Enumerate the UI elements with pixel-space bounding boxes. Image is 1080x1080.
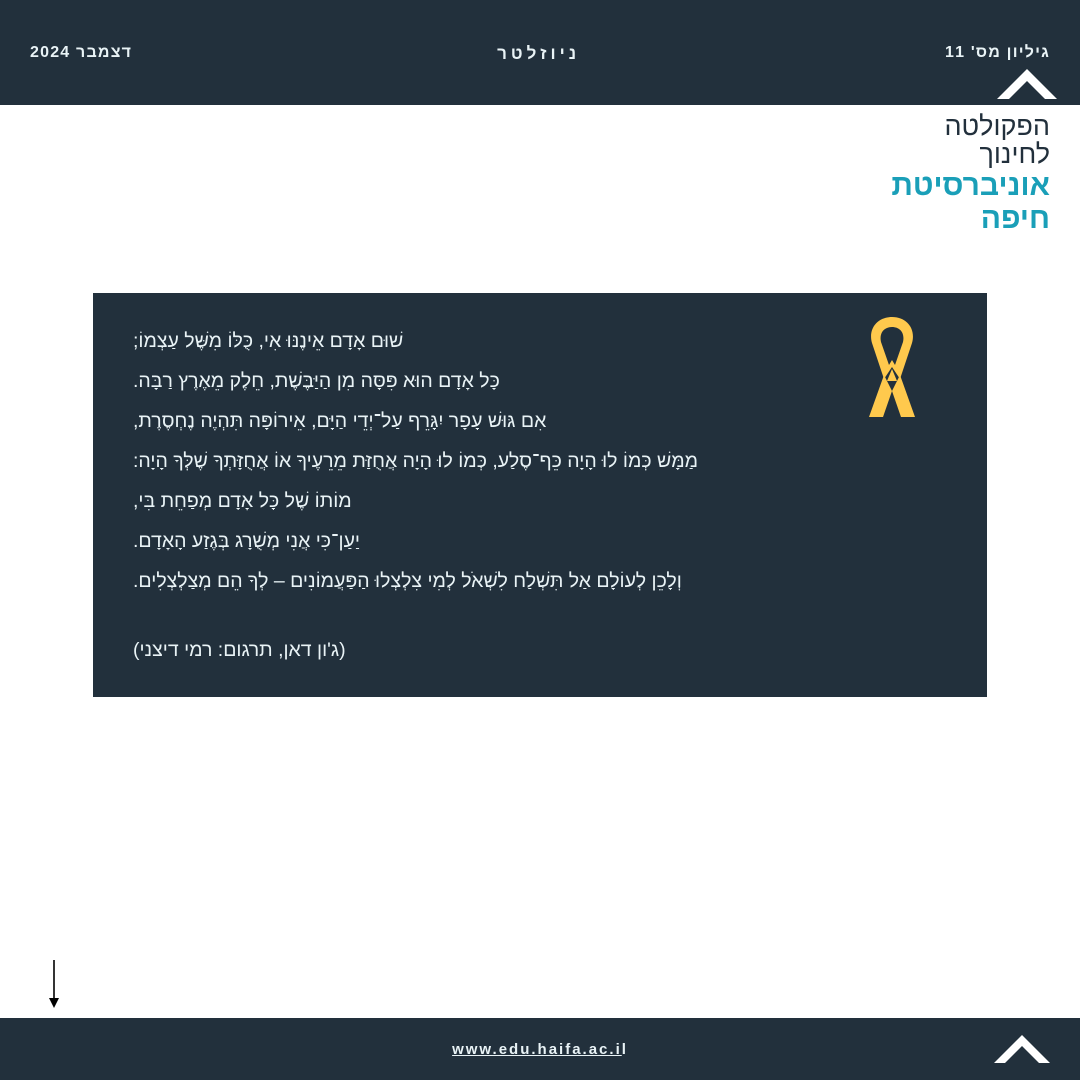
poem-credit: (ג'ון דאן, תרגום: רמי דיצני) (133, 639, 346, 661)
poem-line: שׁוּם אָדָם אֵינֶנּוּ אִי, כֻּלּוֹ מִשֶּׁל עַצְמוֹ; (133, 330, 404, 352)
poem-line: אִם גּוּשׁ עָפָר יִגָּרֵף עַל־יְדֵי הַיָּם, אֵירוֹפָּה תִּהְיֶה נֶחְסֶרֶת, (133, 410, 547, 432)
footer-bar (0, 1018, 1080, 1080)
university-logo (891, 112, 1050, 235)
website-link[interactable] (452, 1041, 628, 1058)
top-bar (0, 0, 1080, 105)
logo-faculty-line2: לחינוך (979, 139, 1050, 170)
poem-line: מוֹתוֹ שֶׁל כָּל אָדָם מְפַחֵת בִּי, (133, 490, 352, 512)
chevron-up-icon (995, 66, 1059, 100)
website-link-text: www.edu.haifa.ac.i (452, 1040, 622, 1058)
logo-university-line2: חיפה (980, 202, 1050, 236)
yellow-ribbon-icon (857, 317, 927, 422)
website-link-tail: l (621, 1040, 628, 1058)
chevron-up-icon (992, 1032, 1052, 1064)
poem-panel (93, 293, 987, 697)
poem-line: יַעַן־כִּי אֲנִי מְשֻׁרָג בְּגֶזַע הָאָדָם. (133, 530, 360, 552)
poem-line: כָּל אָדָם הוּא פִּסָּה מִן הַיַּבֶּשֶׁת, חֵלֶק מֵאֶרֶץ רַבָּה. (133, 370, 500, 392)
poem-line: וְלָכֵן לְעוֹלָם אַל תִּשְׁלַח לִשְׁאֹל לְמִי צִלְצְלוּ הַפַּעֲמוֹנִים – לְךָ הֵם מְצַלְצְלִים. (133, 570, 682, 592)
newsletter-title: ניוזלטר (497, 44, 581, 63)
issue-date: דצמבר 2024 (30, 44, 133, 61)
issue-number: גיליון מס' 11 (944, 44, 1050, 61)
arrow-down-icon (45, 960, 63, 1010)
poem-body (129, 321, 951, 601)
poem-line: מַמָּשׁ כְּמוֹ לוּ הָיָה כֵּף־סֶלַע, כְּמוֹ לוּ הָיָה אֲחֻזַּת מֵרֵעֶיךָ אוֹ אֲחֻזָּתְךָ שֶׁלְּךָ הָיָה: (133, 450, 699, 472)
logo-university-line1: אוניברסיטת (891, 169, 1050, 203)
logo-faculty-line1: הפקולטה (944, 111, 1050, 141)
